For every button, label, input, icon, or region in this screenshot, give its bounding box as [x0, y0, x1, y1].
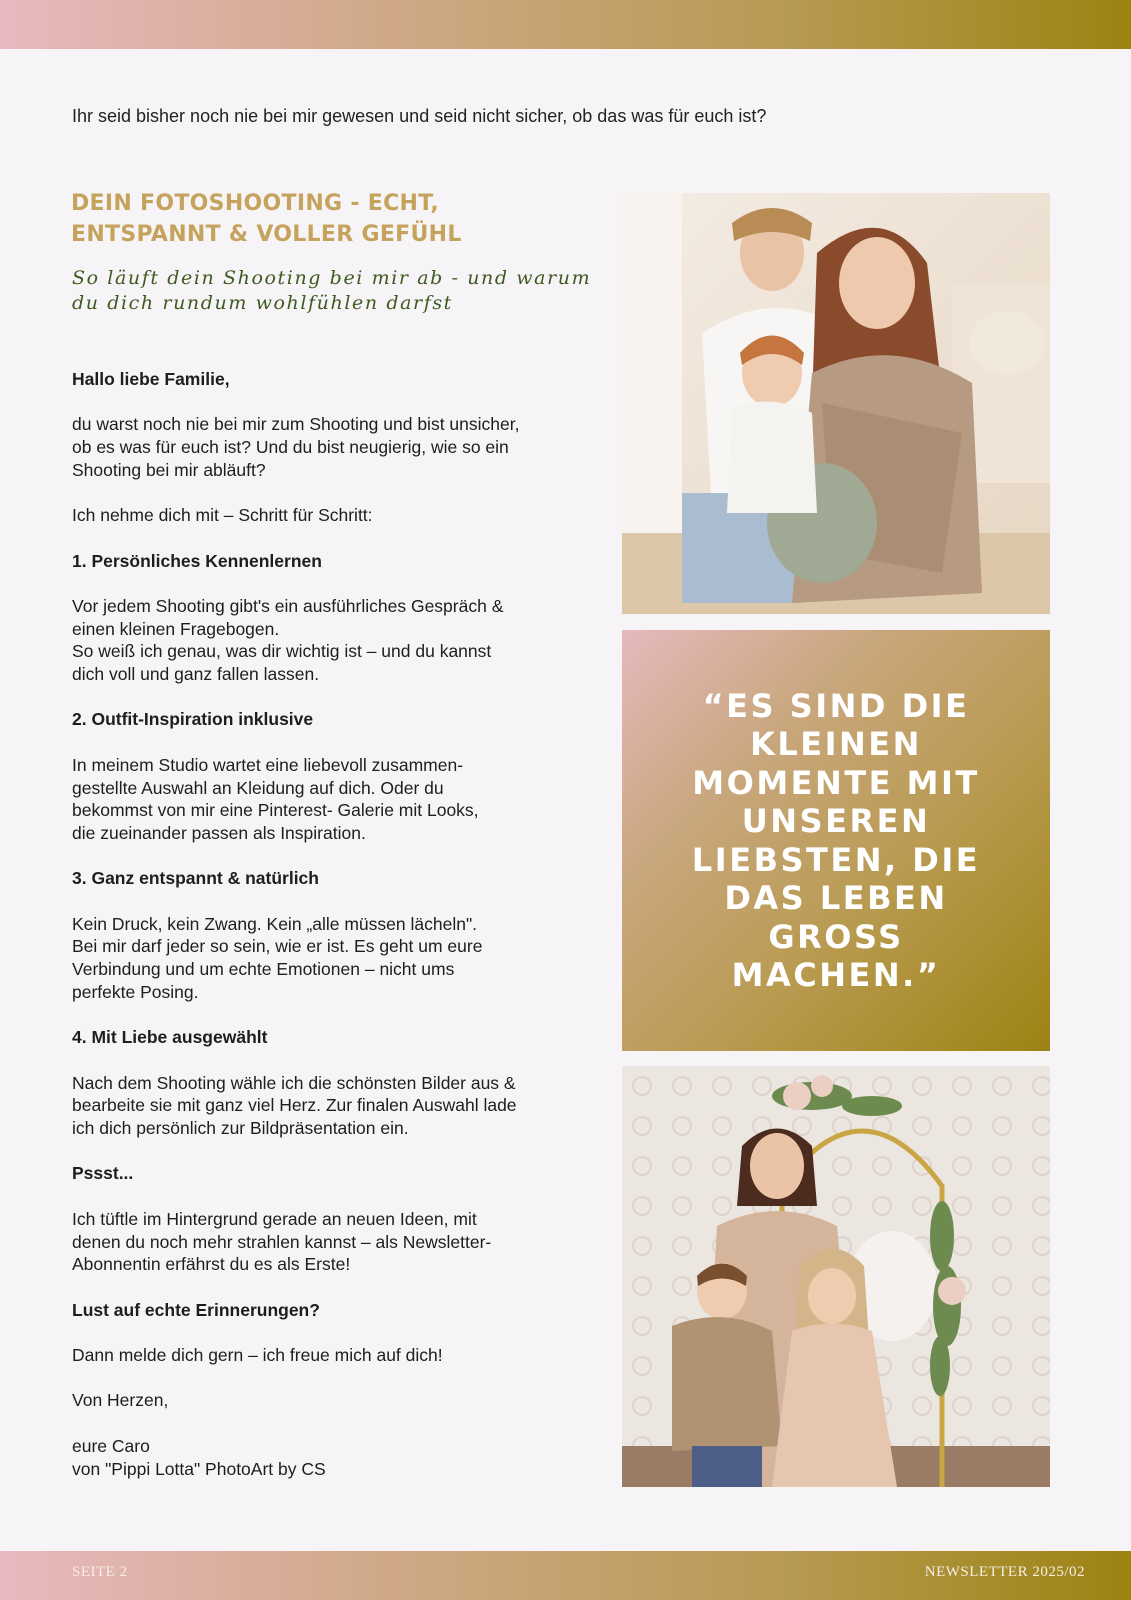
step-4-title: 4. Mit Liebe ausgewählt: [72, 1027, 268, 1048]
signature: eure Caro von "Pippi Lotta" PhotoArt by CS: [72, 1435, 326, 1479]
paragraph-steps-intro: Ich nehme dich mit – Schritt für Schritt:: [72, 505, 373, 526]
family-photo-top: [622, 193, 1050, 614]
headline: DEIN FOTOSHOOTING - ECHT, ENTSPANNT & VOLLER GEFÜHL: [71, 191, 462, 247]
step-4-text: Nach dem Shooting wähle ich die schönsten Bilder aus & bearbeite sie mit ganz viel Herz. Zur finalen Auswahl lade ich dich persönlich zur Bildpräsentation ein.: [72, 1072, 517, 1139]
quote-text: “ES SIND DIE KLEINEN MOMENTE MIT UNSEREN LIEBSTEN, DIE DAS LEBEN GROSS MACHEN.”: [691, 686, 981, 994]
quote-box: [622, 630, 1050, 1051]
step-3-title: 3. Ganz entspannt & natürlich: [72, 868, 319, 889]
page-number: SEITE 2: [72, 1564, 128, 1580]
newsletter-issue: NEWSLETTER 2025/02: [924, 1564, 1085, 1580]
article-body: [72, 368, 592, 1503]
step-1-text: Vor jedem Shooting gibt's ein ausführliches Gespräch & einen kleinen Fragebogen. So weiß ich genau, was dir wichtig ist – und du kannst dich voll und ganz fallen lassen.: [72, 595, 504, 685]
intro-text: Ihr seid bisher noch nie bei mir gewesen und seid nicht sicher, ob das was für euch ist?: [72, 106, 767, 126]
family-photo-bottom: [622, 1066, 1050, 1487]
step-3-text: Kein Druck, kein Zwang. Kein „alle müssen lächeln". Bei mir darf jeder so sein, wie er ist. Es geht um eure Verbindung und um echte Emotionen – nicht ums perfekte Posing.: [72, 913, 483, 1002]
psst-text: Ich tüftle im Hintergrund gerade an neuen Ideen, mit denen du noch mehr strahlen kannst – als Newsletter- Abonnentin erfährst du es als Erste!: [72, 1208, 492, 1275]
paragraph-intro: du warst noch nie bei mir zum Shooting und bist unsicher, ob es was für euch ist? Und du bist neugierig, wie so ein Shooting bei mir abläuft?: [72, 414, 520, 480]
cta-title: Lust auf echte Erinnerungen?: [72, 1299, 320, 1320]
subheadline: So läuft dein Shooting bei mir ab - und warum du dich rundum wohlfühlen darfst: [72, 267, 592, 314]
cta-text: Dann melde dich gern – ich freue mich auf dich!: [72, 1345, 443, 1366]
top-gradient-bar: [0, 0, 1131, 49]
step-2-text: In meinem Studio wartet eine liebevoll zusammen- gestellte Auswahl an Kleidung auf dich. Oder du bekommst von mir eine Pinterest- Galerie mit Looks, die zueinander passen als Inspiration.: [72, 754, 479, 843]
closing: Von Herzen,: [72, 1390, 169, 1411]
greeting: Hallo liebe Familie,: [72, 369, 230, 389]
step-2-title: 2. Outfit-Inspiration inklusive: [72, 709, 314, 730]
step-1-title: 1. Persönliches Kennenlernen: [72, 550, 322, 571]
psst-title: Pssst...: [72, 1163, 134, 1184]
